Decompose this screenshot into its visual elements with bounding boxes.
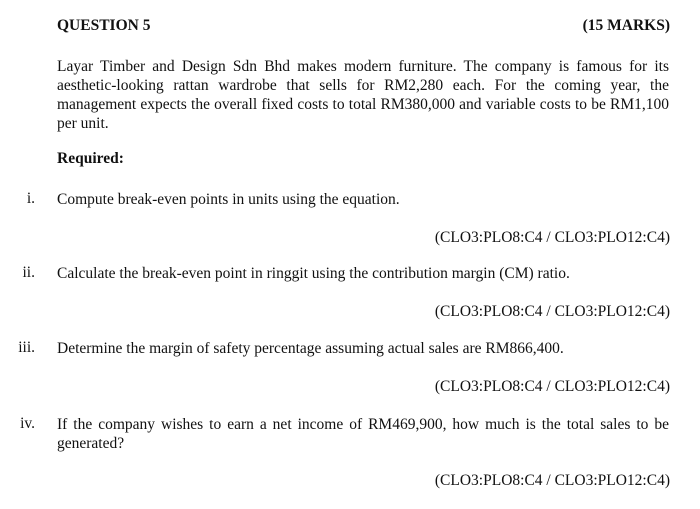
clo-tag-iii: (CLO3:PLO8:C4 / CLO3:PLO12:C4) [434,378,670,395]
question-number-i: i. [26,190,35,207]
question-number-iii: iii. [18,339,35,356]
question-number-iv: iv. [20,415,35,432]
question-text-i: Compute break-even points in units using the equation. [57,191,400,208]
question-text-iv: If the company wishes to earn a net income of RM469,900, how much is the total sales to be generated? [57,416,669,452]
question-intro: Layar Timber and Design Sdn Bhd makes modern furniture. The company is famous for its aesthetic-looking rattan wardrobe that sells for RM2,280 each. For the coming year, the management expects the overall fixed costs to total RM380,000 and variable costs to be RM1,100 per unit. [57,58,669,132]
clo-tag-ii: (CLO3:PLO8:C4 / CLO3:PLO12:C4) [434,303,670,320]
question-text-ii: Calculate the break-even point in ringgit using the contribution margin (CM) ratio. [57,265,570,282]
question-title: QUESTION 5 [57,17,151,34]
clo-tag-iv: (CLO3:PLO8:C4 / CLO3:PLO12:C4) [434,472,670,489]
question-text-iii: Determine the margin of safety percentage assuming actual sales are RM866,400. [57,340,564,357]
marks-label: (15 MARKS) [582,17,670,34]
question-number-ii: ii. [22,264,35,281]
required-heading: Required: [57,150,124,167]
clo-tag-i: (CLO3:PLO8:C4 / CLO3:PLO12:C4) [434,229,670,246]
